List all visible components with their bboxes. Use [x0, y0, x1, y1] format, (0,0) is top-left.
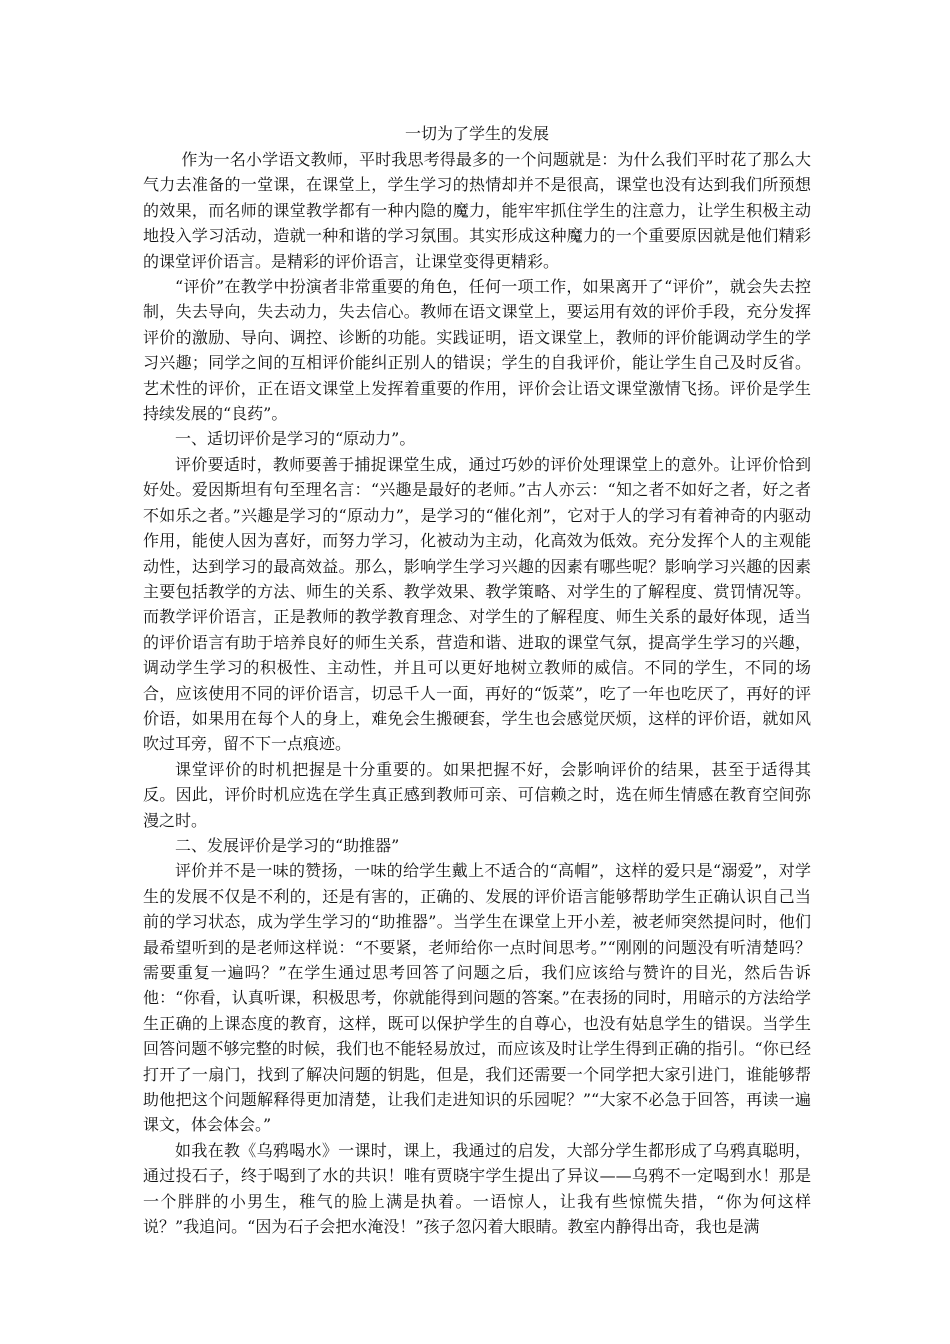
paragraph-evaluation-timing: 课堂评价的时机把握是十分重要的。如果把握不好，会影响评价的结果，甚至于适得其反。因此，评价时机应选在学生真正感到教师可亲、可信赖之时，选在师生情感在教育空间弥漫之时。	[143, 759, 811, 830]
section-heading-2: 二、发展评价是学习的“助推器”	[175, 835, 400, 855]
paragraph-crow-example: 如我在教《乌鸦喝水》一课时，课上，我通过的启发，大部分学生都形成了乌鸦真聪明，通过投石子，终于喝到了水的共识！唯有贾晓宇学生提出了异议——乌鸦不一定喝到水！那是一个胖胖的小男生，稚气的脸上满是执着。一语惊人，让我有些惊慌失措，“你为何这样说？”我追问。“因为石子会把水淹没！”孩子忽闪着大眼睛。教室内静得出奇，我也是满	[143, 1140, 811, 1237]
section-heading-1: 一、适切评价是学习的“原动力”。	[175, 429, 416, 449]
document-title: 一切为了学生的发展	[404, 124, 549, 143]
paragraph-intro: 作为一名小学语文教师，平时我思考得最多的一个问题就是：为什么我们平时花了那么大气力去准备的一堂课，在课堂上，学生学习的热情却并不是很高，课堂也没有达到我们所预想的效果，而名师的课堂教学都有一种内隐的魔力，能牢牢抓住学生的注意力，让学生积极主动地投入学习活动，造就一种和谐的学习氛围。其实形成这种魔力的一个重要原因就是他们精彩的课堂评价语言。是精彩的评价语言，让课堂变得更精彩。	[143, 150, 811, 271]
paragraph-section-1-body: 评价要适时，教师要善于捕捉课堂生成，通过巧妙的评价处理课堂上的意外。让评价恰到好处。爱因斯坦有句至理名言：“兴趣是最好的老师。”古人亦云：“知之者不如好之者，好之者不如乐之者。”兴趣是学习的“原动力”，是学习的“催化剂”，它对于人的学习有着神奇的内驱动作用，能使人因为喜好，而努力学习，化被动为主动，化高效为低效。充分发挥个人的主观能动性，达到学习的最高效益。那么，影响学生学习兴趣的因素有哪些呢？影响学习兴趣的因素主要包括教学的方法、师生的关系、教学效果、教学策略、对学生的了解程度、赏罚情况等。而教学评价语言，正是教师的教学教育理念、对学生的了解程度、师生关系的最好体现，适当的评价语言有助于培养良好的师生关系，营造和谐、进取的课堂气氛，提高学生学习的兴趣，调动学生学习的积极性、主动性，并且可以更好地树立教师的威信。不同的学生，不同的场合，应该使用不同的评价语言，切忌千人一面，再好的“饭菜”，吃了一年也吃厌了，再好的评价语，如果用在每个人的身上，难免会生搬硬套，学生也会感觉厌烦，这样的评价语，就如风吹过耳旁，留不下一点痕迹。	[143, 454, 811, 754]
paragraph-evaluation-role: “评价”在教学中扮演者非常重要的角色，任何一项工作，如果离开了“评价”，就会失去控制，失去导向，失去动力，失去信心。教师在语文课堂上，要运用有效的评价手段，充分发挥评价的激励、导向、调控、诊断的功能。实践证明，语文课堂上，教师的评价能调动学生的学习兴趣；同学之间的互相评价能纠正别人的错误；学生的自我评价，能让学生自己及时反省。艺术性的评价，正在语文课堂上发挥着重要的作用，评价会让语文课堂激情飞扬。评价是学生持续发展的“良药”。	[143, 277, 811, 424]
document-page	[143, 121, 811, 1239]
paragraph-section-2-body: 评价并不是一味的赞扬，一味的给学生戴上不适合的“高帽”，这样的爱只是“溺爱”，对学生的发展不仅是不利的，还是有害的，正确的、发展的评价语言能够帮助学生正确认识自己当前的学习状态，成为学生学习的“助推器”。当学生在课堂上开小差，被老师突然提问时，他们最希望听到的是老师这样说：“不要紧，老师给你一点时间思考。”“刚刚的问题没有听清楚吗？需要重复一遍吗？”在学生通过思考回答了问题之后，我们应该给与赞许的目光，然后告诉他：“你看，认真听课，积极思考，你就能得到问题的答案。”在表扬的同时，用暗示的方法给学生正确的上课态度的教育，这样，既可以保护学生的自尊心，也没有姑息学生的错误。当学生回答问题不够完整的时候，我们也不能轻易放过，而应该及时让学生得到正确的指引。“你已经打开了一扇门，找到了解决问题的钥匙，但是，我们还需要一个同学把大家引进门，谁能够帮助他把这个问题解释得更加清楚，让我们走进知识的乐园呢？”“大家不必急于回答，再读一遍课文，体会体会。”	[143, 861, 811, 1135]
